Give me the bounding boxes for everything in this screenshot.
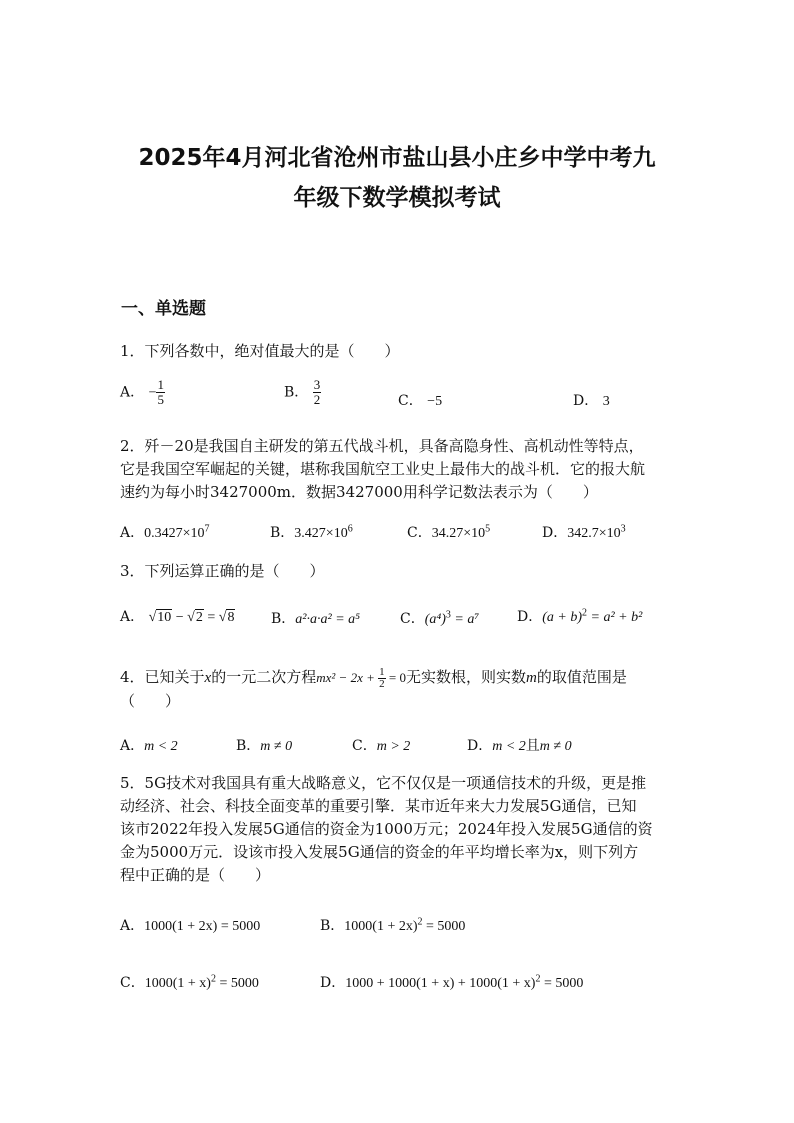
option-a-sign: −	[148, 385, 157, 401]
option-b-fraction: $\frac{3}{2}$	[313, 377, 321, 407]
question-3-option-a[interactable]: A． √10 − √2 = √8	[120, 609, 235, 625]
question-4-option-d[interactable]: D．m < 2且m ≠ 0	[467, 738, 572, 754]
document-title	[0, 138, 794, 218]
question-1-option-d[interactable]: D． 3	[573, 393, 610, 409]
section-heading: 一、单选题	[121, 299, 206, 319]
question-5-stem: 5．5G技术对我国具有重大战略意义，它不仅仅是一项通信技术的升级，更是推 动经济、社会、科技全面变革的重要引擎．某市近年来大力发展5G通信，已知 该市2022年投入发展5G通信的资金为1000万元；2024年投入发展5G通信的资 金为5000万元．设该市投入发展5G通信的资金的年平均增长率为x，则下列方 程中正确的是（ ）	[120, 774, 653, 884]
question-2-option-a[interactable]: A．$0.3427\times 10^7$	[120, 523, 210, 541]
question-3-option-c[interactable]: C．$(a^4)^3 = a^7$	[400, 609, 480, 627]
question-2-option-d[interactable]: D．$342.7\times 10^3$	[542, 523, 626, 541]
title-line-2: 年级下数学模拟考试	[293, 185, 501, 211]
question-4-option-b[interactable]: B．m ≠ 0	[236, 738, 293, 754]
question-1-option-c[interactable]: C． −5	[398, 393, 443, 409]
title-line-1: 2025年4月河北省沧州市盐山县小庄乡中学中考九	[138, 145, 656, 171]
question-5-option-d[interactable]: D．$1000 + 1000(1 + x) + 1000(1 + x)^2 = 5000$	[320, 973, 584, 991]
question-5-option-a[interactable]: A．1000(1 + 2x) = 5000	[120, 918, 261, 934]
question-5-option-c[interactable]: C．$1000(1 + x)^2 = 5000$	[120, 973, 259, 991]
question-3-option-d[interactable]: D．$(a + b)^2 = a^2 + b^2$	[517, 607, 643, 625]
question-3-option-b[interactable]: B．a²·a·a² = a⁵	[271, 611, 361, 627]
question-1-stem: 1．下列各数中，绝对值最大的是（ ）	[120, 342, 400, 360]
question-1-option-a[interactable]: A． − $\frac{1}{5}$	[120, 377, 164, 407]
question-2-stem: 2．歼－20是我国自主研发的第五代战斗机，具备高隐身性、高机动性等特点， 它是我国空军崛起的关键，堪称我国航空工业史上最伟大的战斗机．它的报大航 速约为每小时3427000m．数据3427000用科学记数法表示为（ ）	[120, 437, 646, 501]
option-a-fraction: $\frac{1}{5}$	[157, 377, 164, 407]
question-4-option-c[interactable]: C．m > 2	[352, 738, 411, 754]
question-2-option-b[interactable]: B．$3.427\times 10^6$	[270, 523, 353, 541]
question-2-option-c[interactable]: C．$34.27\times 10^5$	[407, 523, 491, 541]
question-4-stem: 4．已知关于x的一元二次方程mx² − 2x + $\frac{1}{2}$ = 0无实数根，则实数m的取值范围是 （ ）	[120, 665, 627, 710]
question-5-option-b[interactable]: B．$1000(1 + 2x)^2 = 5000$	[320, 916, 466, 934]
question-3-stem: 3．下列运算正确的是（ ）	[120, 562, 325, 580]
question-1-option-b[interactable]: B． $\frac{3}{2}$	[284, 377, 321, 407]
question-4-option-a[interactable]: A．m < 2	[120, 738, 178, 754]
